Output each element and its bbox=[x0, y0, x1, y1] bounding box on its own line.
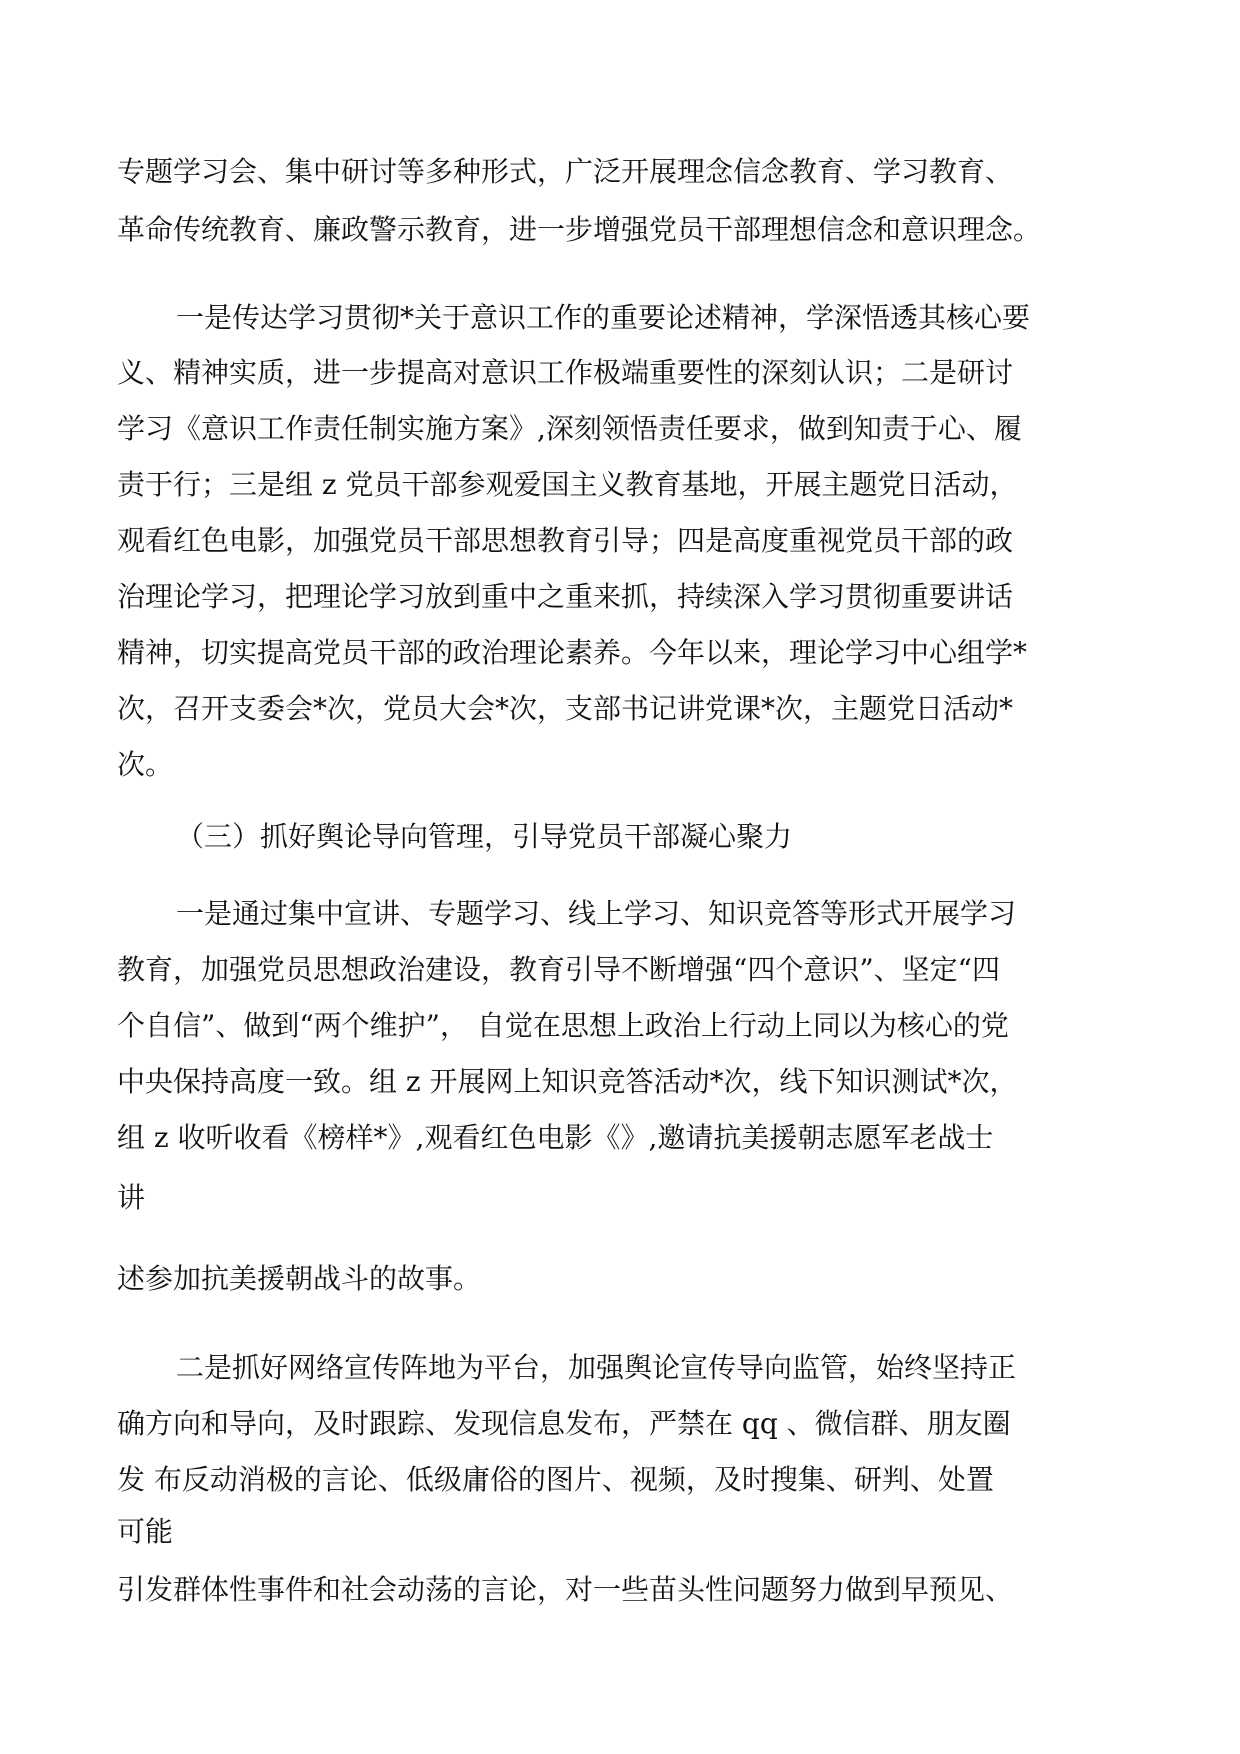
text-line: 学习《意识工作责任制实施方案》,深刻领悟责任要求，做到知责于心、履 bbox=[117, 412, 1022, 445]
text-line: 个自信”、做到“两个维护”， 自觉在思想上政治上行动上同以为核心的党 bbox=[117, 1009, 1009, 1042]
text-line: 精神，切实提高党员干部的政治理论素养。今年以来，理论学习中心组学* bbox=[117, 636, 1028, 669]
text-line: 确方向和导向，及时跟踪、发现信息发布，严禁在 qq 、微信群、朋友圈 bbox=[117, 1407, 1011, 1440]
text-line: 次，召开支委会*次，党员大会*次，支部书记讲党课*次，主题党日活动* bbox=[117, 692, 1014, 725]
text-line: 教育，加强党员思想政治建设，教育引导不断增强“四个意识”、坚定“四 bbox=[117, 953, 1000, 986]
text-line: 可能 bbox=[117, 1515, 174, 1548]
text-line: 革命传统教育、廉政警示教育，进一步增强党员干部理想信念和意识理念。 bbox=[117, 213, 1042, 246]
text-line: 述参加抗美援朝战斗的故事。 bbox=[117, 1262, 482, 1295]
text-line: 义、精神实质，进一步提高对意识工作极端重要性的深刻认识；二是研讨 bbox=[117, 356, 1014, 389]
text-line: 责于行；三是组 z 党员干部参观爱国主义教育基地，开展主题党日活动， bbox=[117, 468, 1018, 501]
text-line: 观看红色电影，加强党员干部思想教育引导；四是高度重视党员干部的政 bbox=[117, 524, 1014, 557]
text-line: 次。 bbox=[117, 748, 174, 781]
text-line: 组 z 收听收看《榜样*》,观看红色电影《》,邀请抗美援朝志愿军老战士 bbox=[117, 1121, 994, 1154]
text-line: 讲 bbox=[117, 1181, 146, 1214]
text-line: 发 布反动消极的言论、低级庸俗的图片、视频，及时搜集、研判、处置 bbox=[117, 1463, 994, 1496]
text-line: 二是抓好网络宣传阵地为平台，加强舆论宣传导向监管，始终坚持正 bbox=[176, 1351, 1017, 1384]
text-line: 引发群体性事件和社会动荡的言论，对一些苗头性问题努力做到早预见、 bbox=[117, 1573, 1014, 1606]
section-heading: （三）抓好舆论导向管理，引导党员干部凝心聚力 bbox=[176, 820, 793, 853]
text-line: 中央保持高度一致。组 z 开展网上知识竞答活动*次，线下知识测试*次， bbox=[117, 1065, 1018, 1098]
text-line: 一是传达学习贯彻*关于意识工作的重要论述精神，学深悟透其核心要 bbox=[176, 301, 1031, 334]
text-line: 专题学习会、集中研讨等多种形式，广泛开展理念信念教育、学习教育、 bbox=[117, 155, 1014, 188]
text-line: 一是通过集中宣讲、专题学习、线上学习、知识竞答等形式开展学习 bbox=[176, 897, 1017, 930]
text-line: 治理论学习，把理论学习放到重中之重来抓，持续深入学习贯彻重要讲话 bbox=[117, 580, 1014, 613]
